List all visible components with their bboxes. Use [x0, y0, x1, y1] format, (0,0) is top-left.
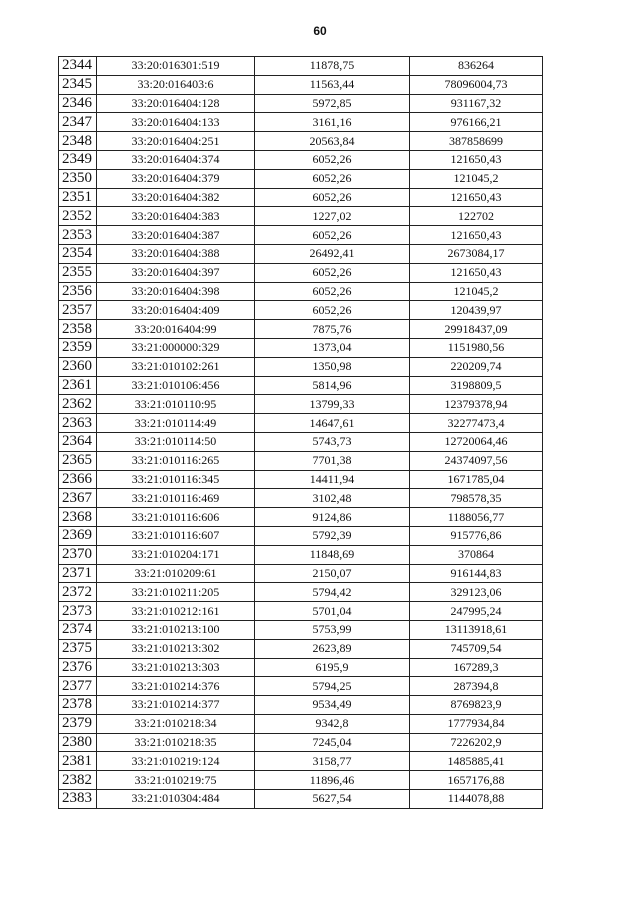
row-number-cell: 2361 — [59, 376, 97, 395]
row-number-cell: 2366 — [59, 470, 97, 489]
row-number-cell: 2383 — [59, 790, 97, 809]
table-row — [59, 263, 543, 282]
area-cell: 6052,26 — [255, 169, 410, 188]
value-cell: 370864 — [410, 545, 543, 564]
cadastral-number-cell: 33:21:010116:345 — [97, 470, 255, 489]
table-row — [59, 696, 543, 715]
table-row — [59, 545, 543, 564]
area-cell: 14411,94 — [255, 470, 410, 489]
area-cell: 9342,8 — [255, 714, 410, 733]
cadastral-number-cell: 33:20:016404:409 — [97, 301, 255, 320]
row-number-cell: 2379 — [59, 714, 97, 733]
value-cell: 745709,54 — [410, 639, 543, 658]
table-row — [59, 489, 543, 508]
area-cell: 5753,99 — [255, 620, 410, 639]
cadastral-number-cell: 33:21:010218:34 — [97, 714, 255, 733]
cadastral-number-cell: 33:21:000000:329 — [97, 338, 255, 357]
table-row — [59, 470, 543, 489]
area-cell: 9534,49 — [255, 696, 410, 715]
area-cell: 5627,54 — [255, 790, 410, 809]
row-number-cell: 2365 — [59, 451, 97, 470]
row-number-cell: 2360 — [59, 357, 97, 376]
row-number-cell: 2351 — [59, 188, 97, 207]
cadastral-number-cell: 33:20:016404:128 — [97, 94, 255, 113]
value-cell: 78096004,73 — [410, 75, 543, 94]
cadastral-number-cell: 33:20:016301:519 — [97, 57, 255, 76]
cadastral-number-cell: 33:20:016404:251 — [97, 132, 255, 151]
cadastral-number-cell: 33:21:010114:50 — [97, 432, 255, 451]
table-row — [59, 677, 543, 696]
table-row — [59, 639, 543, 658]
table-row — [59, 414, 543, 433]
table-row — [59, 188, 543, 207]
table-row — [59, 150, 543, 169]
value-cell: 3198809,5 — [410, 376, 543, 395]
cadastral-number-cell: 33:21:010114:49 — [97, 414, 255, 433]
row-number-cell: 2369 — [59, 526, 97, 545]
table-row — [59, 113, 543, 132]
area-cell: 7875,76 — [255, 320, 410, 339]
row-number-cell: 2375 — [59, 639, 97, 658]
table-row — [59, 169, 543, 188]
cadastral-number-cell: 33:20:016404:374 — [97, 150, 255, 169]
area-cell: 6052,26 — [255, 263, 410, 282]
area-cell: 1227,02 — [255, 207, 410, 226]
row-number-cell: 2357 — [59, 301, 97, 320]
table-row — [59, 432, 543, 451]
table-row — [59, 658, 543, 677]
cadastral-number-cell: 33:21:010116:469 — [97, 489, 255, 508]
cadastral-number-cell: 33:21:010218:35 — [97, 733, 255, 752]
table-row — [59, 564, 543, 583]
table-row — [59, 508, 543, 527]
value-cell: 1144078,88 — [410, 790, 543, 809]
cadastral-number-cell: 33:21:010106:456 — [97, 376, 255, 395]
value-cell: 121650,43 — [410, 226, 543, 245]
row-number-cell: 2376 — [59, 658, 97, 677]
row-number-cell: 2382 — [59, 771, 97, 790]
row-number-cell: 2359 — [59, 338, 97, 357]
value-cell: 915776,86 — [410, 526, 543, 545]
value-cell: 121650,43 — [410, 188, 543, 207]
cadastral-number-cell: 33:21:010110:95 — [97, 395, 255, 414]
cadastral-number-cell: 33:21:010214:376 — [97, 677, 255, 696]
area-cell: 5701,04 — [255, 602, 410, 621]
value-cell: 12379378,94 — [410, 395, 543, 414]
table-row — [59, 752, 543, 771]
area-cell: 1373,04 — [255, 338, 410, 357]
area-cell: 6052,26 — [255, 150, 410, 169]
area-cell: 1350,98 — [255, 357, 410, 376]
page-number: 60 — [313, 24, 327, 38]
cadastral-number-cell: 33:20:016404:397 — [97, 263, 255, 282]
cadastral-number-cell: 33:20:016404:398 — [97, 282, 255, 301]
value-cell: 220209,74 — [410, 357, 543, 376]
value-cell: 13113918,61 — [410, 620, 543, 639]
cadastral-number-cell: 33:21:010116:606 — [97, 508, 255, 527]
area-cell: 5743,73 — [255, 432, 410, 451]
cadastral-number-cell: 33:20:016404:387 — [97, 226, 255, 245]
area-cell: 26492,41 — [255, 244, 410, 263]
area-cell: 6052,26 — [255, 188, 410, 207]
value-cell: 916144,83 — [410, 564, 543, 583]
area-cell: 13799,33 — [255, 395, 410, 414]
cadastral-number-cell: 33:21:010212:161 — [97, 602, 255, 621]
area-cell: 2150,07 — [255, 564, 410, 583]
area-cell: 11878,75 — [255, 57, 410, 76]
table-row — [59, 57, 543, 76]
row-number-cell: 2371 — [59, 564, 97, 583]
area-cell: 6195,9 — [255, 658, 410, 677]
value-cell: 1657176,88 — [410, 771, 543, 790]
cadastral-number-cell: 33:21:010214:377 — [97, 696, 255, 715]
area-cell: 20563,84 — [255, 132, 410, 151]
area-cell: 5794,25 — [255, 677, 410, 696]
value-cell: 29918437,09 — [410, 320, 543, 339]
value-cell: 167289,3 — [410, 658, 543, 677]
value-cell: 120439,97 — [410, 301, 543, 320]
row-number-cell: 2364 — [59, 432, 97, 451]
area-cell: 5814,96 — [255, 376, 410, 395]
value-cell: 8769823,9 — [410, 696, 543, 715]
value-cell: 1671785,04 — [410, 470, 543, 489]
table-row — [59, 338, 543, 357]
area-cell: 6052,26 — [255, 301, 410, 320]
cadastral-number-cell: 33:21:010209:61 — [97, 564, 255, 583]
area-cell: 6052,26 — [255, 226, 410, 245]
value-cell: 12720064,46 — [410, 432, 543, 451]
value-cell: 24374097,56 — [410, 451, 543, 470]
value-cell: 976166,21 — [410, 113, 543, 132]
area-cell: 3102,48 — [255, 489, 410, 508]
value-cell: 122702 — [410, 207, 543, 226]
row-number-cell: 2373 — [59, 602, 97, 621]
area-cell: 7701,38 — [255, 451, 410, 470]
row-number-cell: 2344 — [59, 57, 97, 76]
table-row — [59, 376, 543, 395]
table-row — [59, 75, 543, 94]
row-number-cell: 2368 — [59, 508, 97, 527]
value-cell: 287394,8 — [410, 677, 543, 696]
row-number-cell: 2358 — [59, 320, 97, 339]
row-number-cell: 2355 — [59, 263, 97, 282]
row-number-cell: 2363 — [59, 414, 97, 433]
cadastral-number-cell: 33:20:016404:99 — [97, 320, 255, 339]
value-cell: 1188056,77 — [410, 508, 543, 527]
row-number-cell: 2346 — [59, 94, 97, 113]
cadastral-number-cell: 33:20:016404:382 — [97, 188, 255, 207]
table-body — [59, 57, 543, 809]
area-cell: 2623,89 — [255, 639, 410, 658]
row-number-cell: 2356 — [59, 282, 97, 301]
row-number-cell: 2353 — [59, 226, 97, 245]
cadastral-number-cell: 33:20:016404:383 — [97, 207, 255, 226]
cadastral-number-cell: 33:21:010219:124 — [97, 752, 255, 771]
value-cell: 121045,2 — [410, 169, 543, 188]
area-cell: 11896,46 — [255, 771, 410, 790]
row-number-cell: 2350 — [59, 169, 97, 188]
value-cell: 931167,32 — [410, 94, 543, 113]
table-row — [59, 320, 543, 339]
table-row — [59, 602, 543, 621]
value-cell: 2673084,17 — [410, 244, 543, 263]
row-number-cell: 2349 — [59, 150, 97, 169]
cadastral-number-cell: 33:20:016404:379 — [97, 169, 255, 188]
value-cell: 1151980,56 — [410, 338, 543, 357]
area-cell: 5794,42 — [255, 583, 410, 602]
table-row — [59, 714, 543, 733]
cadastral-number-cell: 33:21:010213:303 — [97, 658, 255, 677]
table-row — [59, 132, 543, 151]
cadastral-number-cell: 33:20:016404:133 — [97, 113, 255, 132]
table-row — [59, 771, 543, 790]
cadastral-number-cell: 33:21:010213:100 — [97, 620, 255, 639]
row-number-cell: 2370 — [59, 545, 97, 564]
value-cell: 1485885,41 — [410, 752, 543, 771]
table-row — [59, 282, 543, 301]
row-number-cell: 2348 — [59, 132, 97, 151]
cadastral-number-cell: 33:21:010304:484 — [97, 790, 255, 809]
table-row — [59, 301, 543, 320]
table-row — [59, 207, 543, 226]
value-cell: 329123,06 — [410, 583, 543, 602]
area-cell: 3158,77 — [255, 752, 410, 771]
row-number-cell: 2347 — [59, 113, 97, 132]
row-number-cell: 2367 — [59, 489, 97, 508]
table-row — [59, 94, 543, 113]
table-row — [59, 451, 543, 470]
cadastral-table — [58, 56, 543, 809]
cadastral-number-cell: 33:20:016404:388 — [97, 244, 255, 263]
cadastral-number-cell: 33:21:010116:607 — [97, 526, 255, 545]
table-row — [59, 395, 543, 414]
row-number-cell: 2374 — [59, 620, 97, 639]
row-number-cell: 2372 — [59, 583, 97, 602]
area-cell: 11848,69 — [255, 545, 410, 564]
value-cell: 7226202,9 — [410, 733, 543, 752]
row-number-cell: 2362 — [59, 395, 97, 414]
row-number-cell: 2377 — [59, 677, 97, 696]
area-cell: 6052,26 — [255, 282, 410, 301]
cadastral-number-cell: 33:21:010219:75 — [97, 771, 255, 790]
cadastral-number-cell: 33:21:010211:205 — [97, 583, 255, 602]
value-cell: 247995,24 — [410, 602, 543, 621]
value-cell: 121045,2 — [410, 282, 543, 301]
area-cell: 11563,44 — [255, 75, 410, 94]
value-cell: 1777934,84 — [410, 714, 543, 733]
table-row — [59, 733, 543, 752]
cadastral-number-cell: 33:21:010204:171 — [97, 545, 255, 564]
cadastral-number-cell: 33:20:016403:6 — [97, 75, 255, 94]
value-cell: 798578,35 — [410, 489, 543, 508]
area-cell: 14647,61 — [255, 414, 410, 433]
table-row — [59, 226, 543, 245]
area-cell: 5972,85 — [255, 94, 410, 113]
row-number-cell: 2380 — [59, 733, 97, 752]
row-number-cell: 2352 — [59, 207, 97, 226]
area-cell: 7245,04 — [255, 733, 410, 752]
row-number-cell: 2354 — [59, 244, 97, 263]
row-number-cell: 2381 — [59, 752, 97, 771]
table-row — [59, 583, 543, 602]
row-number-cell: 2378 — [59, 696, 97, 715]
value-cell: 836264 — [410, 57, 543, 76]
cadastral-number-cell: 33:21:010116:265 — [97, 451, 255, 470]
table-row — [59, 790, 543, 809]
row-number-cell: 2345 — [59, 75, 97, 94]
table-row — [59, 526, 543, 545]
value-cell: 121650,43 — [410, 150, 543, 169]
table-row — [59, 244, 543, 263]
area-cell: 3161,16 — [255, 113, 410, 132]
table-row — [59, 620, 543, 639]
cadastral-number-cell: 33:21:010102:261 — [97, 357, 255, 376]
cadastral-number-cell: 33:21:010213:302 — [97, 639, 255, 658]
value-cell: 121650,43 — [410, 263, 543, 282]
table-row — [59, 357, 543, 376]
value-cell: 387858699 — [410, 132, 543, 151]
value-cell: 32277473,4 — [410, 414, 543, 433]
area-cell: 9124,86 — [255, 508, 410, 527]
area-cell: 5792,39 — [255, 526, 410, 545]
